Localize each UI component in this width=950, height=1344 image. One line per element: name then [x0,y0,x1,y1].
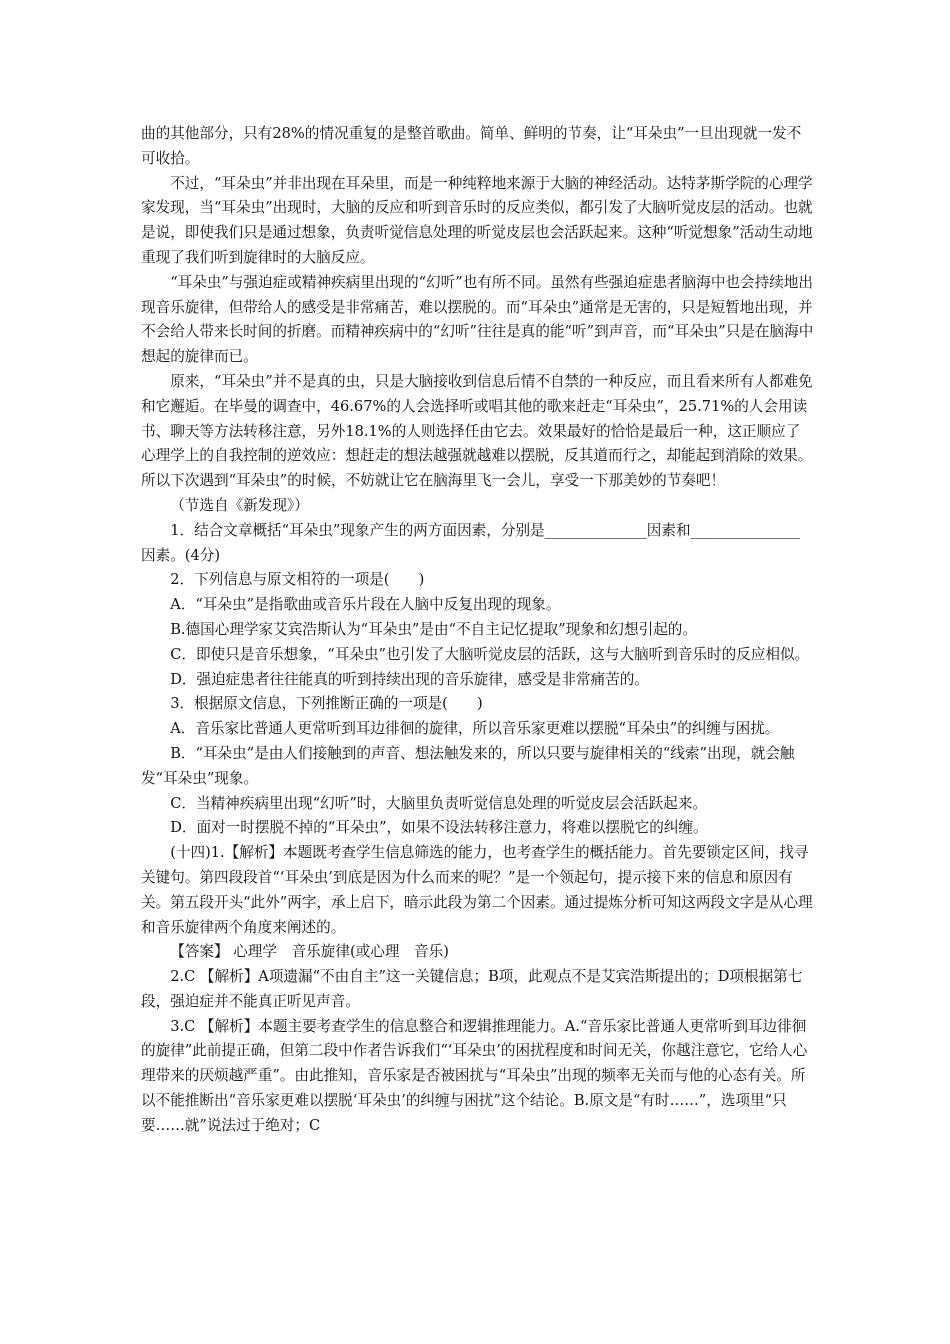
article-source: （节选自《新发现》） [170,496,309,514]
question-1: 1．结合文章概括“耳朵虫”现象产生的两方面因素，分别是______________因素和_______________因素。(4分) [141,521,801,564]
answer-3: 3.C 【解析】本题主要考查学生的信息整合和逻辑推理能力。A.“音乐家比普通人更常听到耳边徘徊的旋律”此前提正确，但第二段中作者告诉我们“‘耳朵虫’的困扰程度和时间无关，你越注意它，它给人心理带来的厌烦越严重”。由此推知，音乐家是否被困扰与“耳朵虫”出现的频率无关而与他的心态有关。所以不能推断出“音乐家更难以摆脱‘耳朵虫’的纠缠与困扰”这个结论。B.原文是“有时……”，选项里“只要……就”说法过于绝对；C [141,1017,808,1134]
article-paragraph-4: 原来，“耳朵虫”并不是真的虫，只是大脑接收到信息后情不自禁的一种反应，而且看来所有人都难免和它邂逅。在毕曼的调查中，46.67%的人会选择听或唱其他的歌来赶走“耳朵虫”，25.71%的人会用读书、聊天等方法转移注意，另外18.1%的人则选择任由它去。效果最好的恰恰是最后一种，这正顺应了心理学上的自我控制的逆效应：想赶走的想法越强就越难以摆脱，反其道而行之，却能起到消除的效果。所以下次遇到“耳朵虫”的时候，不妨就让它在脑海里飞一会儿，享受一下那美妙的节奏吧！ [141,372,813,490]
question-3-stem: 3．根据原文信息，下列推断正确的一项是( ) [170,695,483,713]
question-3-option-a: A．音乐家比普通人更常听到耳边徘徊的旋律，所以音乐家更难以摆脱“耳朵虫”的纠缠与困扰。 [170,720,780,738]
question-3-option-d: D．面对一时摆脱不掉的“耳朵虫”，如果不设法转移注意力，将难以摆脱它的纠缠。 [170,819,708,837]
article-paragraph-3: “耳朵虫”与强迫症或精神疾病里出现的“幻听”也有所不同。虽然有些强迫症患者脑海中也会持续地出现音乐旋律，但带给人的感受是非常痛苦，难以摆脱的。而“耳朵虫”通常是无害的，只是短暂地出现，并不会给人带来长时间的折磨。而精神疾病中的“幻听”往往是真的能“听”到声音，而“耳朵虫”只是在脑海中想起的旋律而已。 [141,273,814,366]
question-2-option-a: A．“耳朵虫”是指歌曲或音乐片段在人脑中反复出现的现象。 [170,596,561,614]
answer-1-analysis: (十四)1.【解析】本题既考查学生信息筛选的能力，也考查学生的概括能力。首先要锁定区间，找寻关键句。第四段段首“‘耳朵虫’到底是因为什么而来的呢？”是一个领起句，提示接下来的信息和原因有关。第五段开头“此外”两字，承上启下，暗示此段为第二个因素。通过提炼分析可知这两段文字是从心理和音乐旋律两个角度来阐述的。 [141,844,813,936]
answer-1-key: 【答案】 心理学 音乐旋律(或心理 音乐) [170,943,449,961]
answer-2: 2.C 【解析】A项遗漏“不由自主”这一关键信息；B项，此观点不是艾宾浩斯提出的；D项根据第七段，强迫症并不能真正听见声音。 [141,968,803,1010]
question-2-stem: 2．下列信息与原文相符的一项是( ) [170,571,425,589]
question-3-option-b: B．“耳朵虫”是由人们接触到的声音、想法触发来的，所以只要与旋律相关的“线索”出现，就会触发“耳朵虫”现象。 [141,744,795,787]
question-2-option-c: C．即使只是音乐想象，“耳朵虫”也引发了大脑听觉皮层的活跃，这与大脑听到音乐时的反应相似。 [170,645,810,663]
question-2-option-b: B.德国心理学家艾宾浩斯认为“耳朵虫”是由“不自主记忆提取”现象和幻想引起的。 [170,620,697,638]
question-3-option-c: C．当精神疾病里出现“幻听”时，大脑里负责听觉信息处理的听觉皮层会活跃起来。 [170,794,708,812]
article-paragraph-2: 不过，“耳朵虫”并非出现在耳朵里，而是一种纯粹地来源于大脑的神经活动。达特茅斯学院的心理学家发现，当“耳朵虫”出现时，大脑的反应和听到音乐时的反应类似，都引发了大脑听觉皮层的活动。也就是说，即使我们只是通过想象，负责听觉信息处理的听觉皮层也会活跃起来。这种“听觉想象”活动生动地重现了我们听到旋律时的大脑反应。 [141,174,813,266]
article-paragraph-1: 曲的其他部分，只有28%的情况重复的是整首歌曲。简单、鲜明的节奏，让“耳朵虫”一旦出现就一发不可收拾。 [141,125,802,167]
question-2-option-d: D．强迫症患者往往能真的听到持续出现的音乐旋律，感受是非常痛苦的。 [170,670,649,688]
